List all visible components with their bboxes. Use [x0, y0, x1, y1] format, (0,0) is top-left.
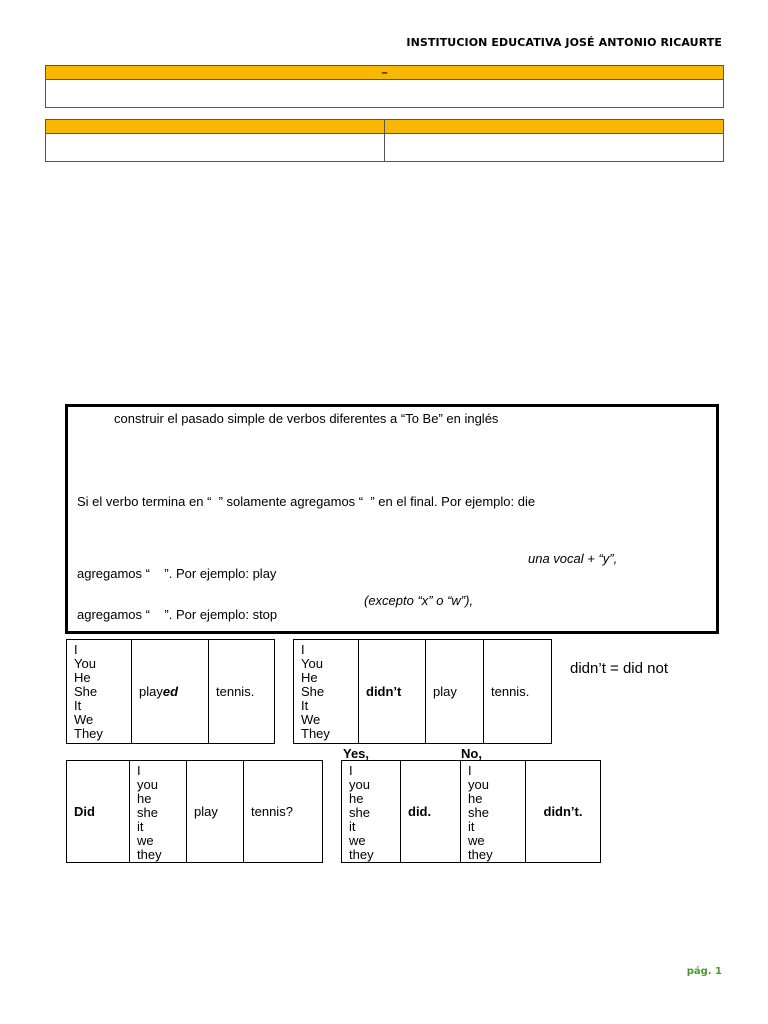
pronoun: it — [349, 819, 356, 834]
info-table-1-field[interactable] — [46, 80, 724, 108]
info-table-1 — [45, 65, 724, 108]
pronoun: you — [468, 777, 489, 792]
pronoun: I — [74, 642, 78, 657]
pronoun: she — [468, 805, 489, 820]
pronoun: You — [74, 656, 96, 671]
question-table — [66, 760, 323, 863]
question-object: tennis? — [244, 761, 323, 863]
rule-cvc-exception: (excepto “x” o “w”), — [364, 593, 474, 608]
rule-intro: construir el pasado simple de verbos diferentes a “To Be” en inglés — [114, 411, 499, 426]
pronoun: He — [301, 670, 318, 685]
pronoun: we — [349, 833, 366, 848]
question-pronouns — [130, 761, 187, 863]
pronoun: They — [74, 726, 103, 741]
info-table-2-field-right[interactable] — [385, 134, 724, 162]
pronoun: We — [301, 712, 321, 727]
question-aux: Did — [67, 761, 130, 863]
contraction-note: didn’t = did not — [570, 660, 668, 677]
rule-cvc: agregamos “ ”. Por ejemplo: stop — [77, 607, 278, 622]
no-aux: didn’t. — [526, 761, 601, 863]
institution-title: INSTITUCION EDUCATIVA JOSÉ ANTONIO RICAURTE — [406, 36, 722, 49]
pronoun: I — [349, 763, 353, 778]
no-label: No, — [461, 746, 482, 761]
yes-pronouns — [342, 761, 401, 863]
negative-pronouns — [294, 640, 359, 744]
pronoun: they — [137, 847, 162, 862]
pronoun: They — [301, 726, 330, 741]
affirmative-pronouns — [67, 640, 132, 744]
pronoun: She — [74, 684, 98, 699]
pronoun: It — [301, 698, 309, 713]
pronoun: we — [137, 833, 154, 848]
pronoun: they — [349, 847, 374, 862]
pronoun: we — [468, 833, 485, 848]
info-table-2-header-left — [46, 120, 385, 134]
pronoun: I — [137, 763, 141, 778]
pronoun: You — [301, 656, 323, 671]
info-table-1-header: – — [46, 66, 724, 80]
yes-aux: did. — [401, 761, 461, 863]
pronoun: he — [137, 791, 152, 806]
rule-vowel-y-condition: una vocal + “y”, — [528, 551, 618, 566]
affirmative-object: tennis. — [209, 640, 275, 744]
info-table-2-header-right — [385, 120, 724, 134]
pronoun: you — [137, 777, 158, 792]
info-table-2-field-left[interactable] — [46, 134, 385, 162]
affirmative-verb: played — [132, 640, 209, 744]
affirmative-table — [66, 639, 275, 744]
info-table-2 — [45, 119, 724, 162]
pronoun: it — [468, 819, 475, 834]
question-verb: play — [187, 761, 244, 863]
no-pronouns — [461, 761, 526, 863]
short-answers-table — [341, 760, 601, 863]
rule-e-ending: Si el verbo termina en “ ” solamente agregamos “ ” en el final. Por ejemplo: die — [77, 494, 536, 509]
pronoun: I — [301, 642, 305, 657]
pronoun: he — [468, 791, 483, 806]
pronoun: she — [349, 805, 370, 820]
pronoun: She — [301, 684, 325, 699]
pronoun: he — [349, 791, 364, 806]
pronoun: We — [74, 712, 94, 727]
negative-verb: play — [426, 640, 484, 744]
page-number: pág. 1 — [686, 966, 722, 977]
pronoun: you — [349, 777, 370, 792]
negative-object: tennis. — [484, 640, 552, 744]
pronoun: it — [137, 819, 144, 834]
negative-aux: didn’t — [359, 640, 426, 744]
pronoun: they — [468, 847, 493, 862]
pronoun: I — [468, 763, 472, 778]
yes-label: Yes, — [343, 746, 370, 761]
pronoun: she — [137, 805, 158, 820]
rule-vowel-y: agregamos “ ”. Por ejemplo: play — [77, 566, 277, 581]
pronoun: It — [74, 698, 82, 713]
negative-table — [293, 639, 552, 744]
pronoun: He — [74, 670, 91, 685]
rules-box — [65, 404, 719, 634]
